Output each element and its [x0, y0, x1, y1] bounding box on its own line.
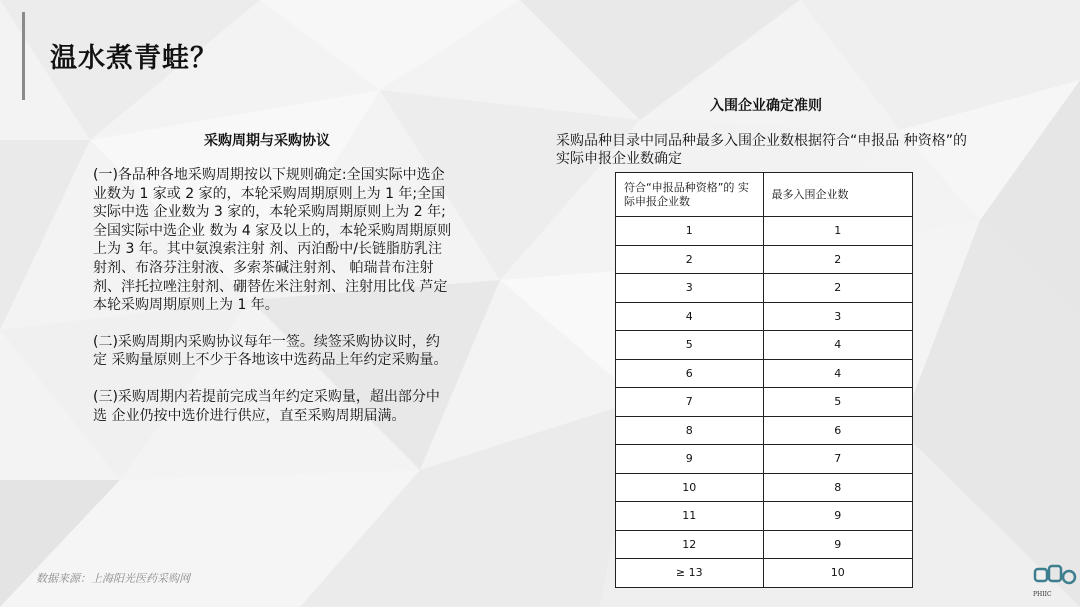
- right-section-heading: 入围企业确定准则: [710, 98, 822, 114]
- slide-title: 温水煮青蛙？: [50, 43, 218, 74]
- table-row: [616, 530, 913, 559]
- right-section-intro: 采购品种目录中同品种最多入围企业数根据符合“申报品 种资格”的实际申报企业数确定: [556, 133, 967, 167]
- cell-max-selected: 2: [763, 245, 912, 274]
- cell-max-selected: 5: [763, 388, 912, 417]
- cell-applicants: 5: [616, 331, 764, 360]
- cell-max-selected: 2: [763, 274, 912, 303]
- cell-max-selected: 6: [763, 416, 912, 445]
- table-row: [616, 416, 913, 445]
- data-source-note: 数据来源：上海阳光医药采购网: [36, 572, 190, 585]
- table-row: [616, 388, 913, 417]
- table-row: [616, 274, 913, 303]
- cell-max-selected: 4: [763, 359, 912, 388]
- cell-max-selected: 9: [763, 530, 912, 559]
- cell-applicants: 12: [616, 530, 764, 559]
- paragraph-cycle-rules: (一)各品种各地采购周期按以下规则确定:全国实际中选企 业数为 1 家或 2 家的，本轮采购周期原则上为 1 年;全国实际中选 企业数为 3 家的，本轮采购周期原则上为 2 年;全国实际中选企业 数为 4 家及以上的，本轮采购周期原则上为 3 年。其中氨溴索注射 剂、丙泊酚中/长链脂肪乳注射剂、布洛芬注射液、多索茶碱注射剂、 帕瑞昔布注射剂、泮托拉唑注射剂、硼替佐米注射剂、注射用比伐 芦定本轮采购周期原则上为 1 年。: [93, 167, 452, 314]
- cell-applicants: 3: [616, 274, 764, 303]
- table-row: [616, 473, 913, 502]
- paragraph-overfulfilment: (三)采购周期内若提前完成当年约定采购量，超出部分中选 企业仍按中选价进行供应，直至采购周期届满。: [93, 388, 440, 424]
- title-accent-bar: [22, 12, 25, 100]
- cell-applicants: 7: [616, 388, 764, 417]
- table-row: [616, 445, 913, 474]
- cell-max-selected: 1: [763, 217, 912, 246]
- cell-applicants: 4: [616, 302, 764, 331]
- left-section-body: [93, 166, 453, 443]
- cell-max-selected: 9: [763, 502, 912, 531]
- cell-applicants: 10: [616, 473, 764, 502]
- cell-applicants: 2: [616, 245, 764, 274]
- table-row: [616, 217, 913, 246]
- table-row: [616, 245, 913, 274]
- cell-max-selected: 3: [763, 302, 912, 331]
- cell-applicants: 1: [616, 217, 764, 246]
- cell-applicants: ≥ 13: [616, 559, 764, 588]
- cell-applicants: 8: [616, 416, 764, 445]
- cell-max-selected: 8: [763, 473, 912, 502]
- cell-max-selected: 10: [763, 559, 912, 588]
- table-row: [616, 302, 913, 331]
- table-row: [616, 502, 913, 531]
- table-row: [616, 331, 913, 360]
- table-row: [616, 359, 913, 388]
- cell-max-selected: 7: [763, 445, 912, 474]
- cell-applicants: 9: [616, 445, 764, 474]
- cell-max-selected: 4: [763, 331, 912, 360]
- table-header-row: [616, 173, 913, 217]
- left-section-heading: 采购周期与采购协议: [204, 133, 330, 149]
- cell-applicants: 6: [616, 359, 764, 388]
- header-applicant-count: 符合“申报品种资格”的 实际申报企业数: [616, 173, 764, 217]
- enterprise-count-table: [615, 172, 913, 588]
- logo-wordmark: PHIIC: [1033, 591, 1052, 598]
- header-max-selected: 最多入围企业数: [763, 173, 912, 217]
- cell-applicants: 11: [616, 502, 764, 531]
- table-row: [616, 559, 913, 588]
- paragraph-annual-agreement: (二)采购周期内采购协议每年一签。续签采购协议时，约定 采购量原则上不少于各地该中选药品上年约定采购量。: [93, 333, 448, 369]
